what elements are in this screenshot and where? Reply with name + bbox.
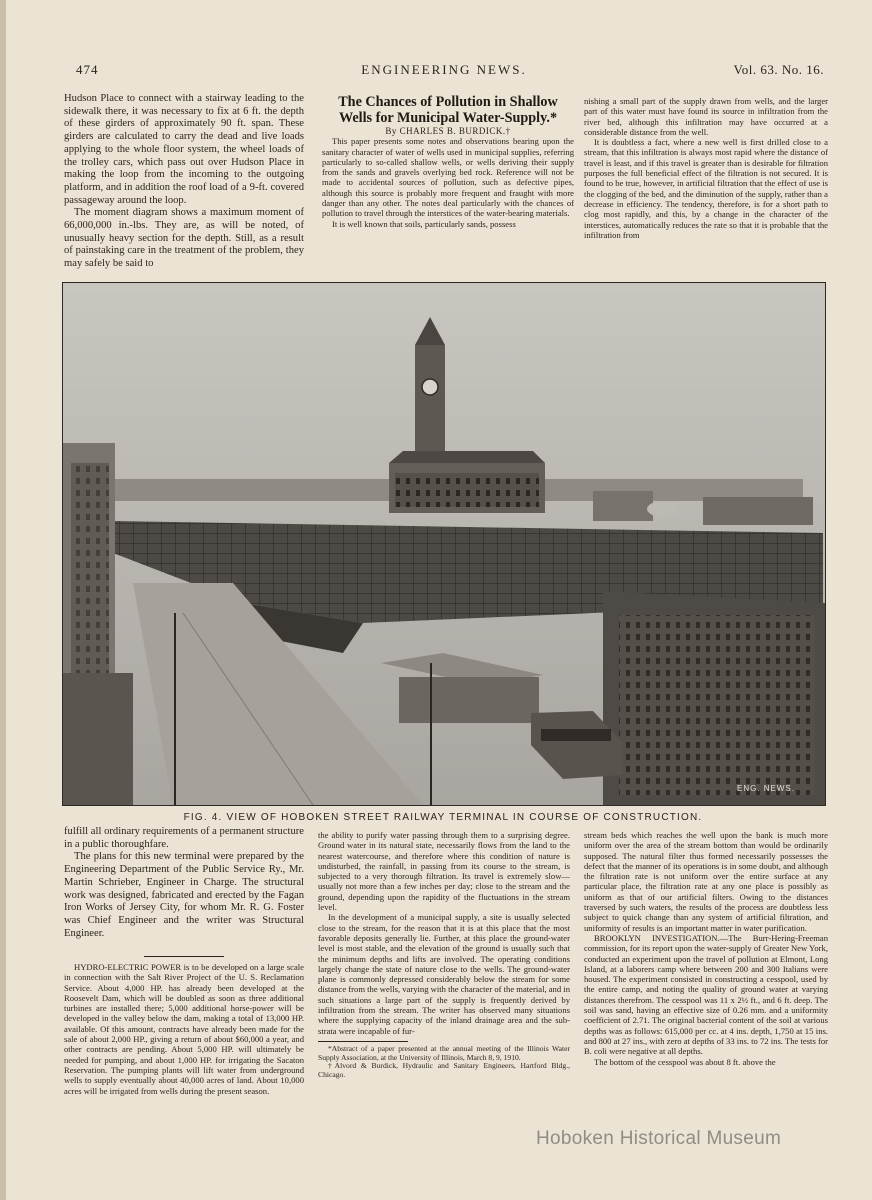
paragraph: Hudson Place to connect with a stairway leading to the sidewalk there, it was necessary to fix at 6 ft. the depth of these girders of approximately 90 ft. span. These girders are calculated to carry the dead and live loads applying to the whole floor system, the wheel loads of the trolley cars, which pass out over Hudson Place in making the loop from the incoming to the outgoing platform, and in addition the roof load of a 9-ft. covered passageway around the loop. <box>64 93 304 206</box>
photo-credit: ENG. NEWS. <box>736 784 795 793</box>
figure-caption: FIG. 4. VIEW OF HOBOKEN STREET RAILWAY TERMINAL IN COURSE OF CONSTRUCTION. <box>183 812 703 823</box>
paragraph: It is well known that soils, particularly sands, possess <box>332 218 516 229</box>
paragraph: BROOKLYN INVESTIGATION.—The Burr-Hering-Freeman commission, for its report upon the water-supply of Greater New York, conducted an experiment upon the travel of pollution at Elmont, Long Island, at a laborers camp where between 200 and 300 Italians were housed. The experiment consisted in constructing a cesspool, used by the entire camp, and noting the quality of ground water at varying distances therefrom. The cesspool was 11 x 2½ ft., and 6 ft. deep. The soil was sand, having an effective size of 0.26 mm. and a uniformity coefficient of 2.71. The original bacterial content of the soil at various depths was as follows: 615,000 per cc. at 4 ins. depth, 1,750 at 15 ins. and 800 at 27 ins., with zero at depths of 33 ins. to 72 ins. The tests for B. coli were negative at all depths. <box>584 932 828 1057</box>
article-byline: By CHARLES B. BURDICK.† <box>385 126 511 136</box>
page-number: 474 <box>76 62 99 77</box>
footnote-rule <box>318 1041 408 1042</box>
left-bottom-column <box>64 826 304 939</box>
section-divider <box>144 953 224 959</box>
article-column <box>322 94 574 270</box>
right-top-column <box>584 96 828 270</box>
article-title: The Chances of Pollution in Shallow Wells for Municipal Water-Supply.* <box>338 94 558 126</box>
paragraph: This paper presents some notes and observations bearing upon the sanitary character of water of wells used in municipal supplies, referring particularly to so-called shallow wells, or wells deriving their supply from the sands and gravels overlying bed rock. Reference will not be made to accidental sources of pollution, such as defective pipes, although this source is probably more frequent and fraught with more danger than any other. The notes deal particularly with the chances of pollution to travel through the interstices of the water-bearing materials. <box>322 136 574 219</box>
paragraph: stream beds which reaches the well upon the bank is much more uniform over the area of the stream bottom than would be ordinarily supposed. The natural filter thus formed necessarily possesses the defect that the manner of its operations is in some doubt, and although the filtration rate is not uniform over the entire surface at any particular place, the filtration rate at any one place is possibly as uniform as that of our artificial filters. Owing to the distances traversed by such waters, the results of the process are doubtless less subject to quick change than any system of artificial filtration, and uniformity of results is an important matter in water purification. <box>584 830 828 933</box>
page-edge <box>0 0 6 1200</box>
paragraph: In the development of a municipal supply, a site is usually selected close to the stream, for the reason that it is at this place that the most favorable deposits generally lie. Further, at this place the ground-water level is most stable, and the elevation of the ground is usually such that the minimum depths and lifts are involved. The operating conditions largely change the state of nature close to the wells. The ground-water plane is commonly depressed considerably below the stream for some distance from the wells, varying with the character of the material, and in such situations a large part of the supply is frequently derived by infiltration from the stream. The writer has observed many situations where the supplying capacity of the inland drainage area and the sub-strata were incapable of fur- <box>318 912 570 1036</box>
footnote: †Alvord & Burdick, Hydraulic and Sanitary Engineers, Hartford Bldg., Chicago. <box>318 1061 570 1079</box>
museum-watermark: Hoboken Historical Museum <box>536 1128 782 1149</box>
middle-bottom-column <box>318 830 570 1182</box>
paragraph: The plans for this new terminal were prepared by the Engineering Department of the Public Service Ry., Mr. Martin Schrieber, Engineer in Charge. The structural work was designed, fabricated and erected by the Fagan Iron Works of Jersey City, for whom Mr. R. G. Foster was Chief Engineer and the writer was Structural Engineer. <box>64 851 304 939</box>
journal-title: ENGINEERING NEWS. <box>361 62 527 77</box>
paragraph: the ability to purify water passing through them to a surprising degree. Ground water in its natural state, necessarily flows from the land to the nearest watercourse, and therefore where this condition of nature is undisturbed, the rainfall, in passing from its course to the stream, is subjected to a very thorough filtration. Its travel is extremely slow—usually not more than a few inches per day; close to the stream and the ground, depending upon the rapidity of the fluctuations in the stream level. <box>318 830 570 913</box>
paragraph: The bottom of the cesspool was about 8 ft. above the <box>594 1056 776 1067</box>
left-top-column <box>64 93 304 269</box>
footnote: *Abstract of a paper presented at the annual meeting of the Illinois Water Supply Association, at the University of Illinois, March 8, 9, 1910. <box>318 1043 570 1062</box>
photo-illustration <box>63 283 825 805</box>
news-item-column <box>64 962 304 1162</box>
paragraph: It is doubtless a fact, where a new well is first drilled close to a stream, that this infiltration is always most rapid where the distance of travel is least, and if this travel is greater than is desirable for filtration purposes the full beneficial effect of the filtration is not secured. It is found to be true, however, in artificial filtration that the effect of use is the clogging of the bed, and the diminution of the supply, rather than a decrease in efficiency. The tendency, therefore, is for a short path to clog most rapidly, and this, by a change in the character of the interstices, automatically reduces the rate so that it is probable that the infiltration from <box>584 137 828 240</box>
paragraph: nishing a small part of the supply drawn from wells, and the larger part of this water must have found its source in infiltration from the river bed, although this infiltration may have occurred at a considerable distance from the well. <box>584 96 828 137</box>
news-item: HYDRO-ELECTRIC POWER is to be developed on a large scale in connection with the Salt River Project of the U. S. Reclamation Service. About 4,000 HP. has already been developed at the Roosevelt Dam, which will be doubled as soon as three additional turbines are installed there; 5,000 additional horse-power will be developed in the valley below the dam, making a total of 13,000 HP. available. Of this amount, contracts have already been made for the sale of about 2,000 HP., giving a return of about $60,000 a year, and other contracts are pending. About 5,000 HP. will ultimately be needed for pumping, and about 1,000 HP. for irrigating the Sacaton Reservation. The pumping plants will lift water from underground wells to supply eventually about 40,000 acres of land. About 10,000 acres will be irrigated from wells during the present season. <box>64 962 304 1096</box>
paragraph: The moment diagram shows a maximum moment of 66,000,000 in.-lbs. They are, as will be noted, of unusually heavy section for the depth. Still, as a result of painstaking care in the treatment of the problem, they may safely be said to <box>64 207 304 270</box>
right-bottom-column <box>584 830 828 1130</box>
terminal-photograph <box>62 282 826 806</box>
paragraph: fulfill all ordinary requirements of a permanent structure in a public thoroughfare. <box>64 826 304 850</box>
volume-issue: Vol. 63. No. 16. <box>733 62 824 77</box>
